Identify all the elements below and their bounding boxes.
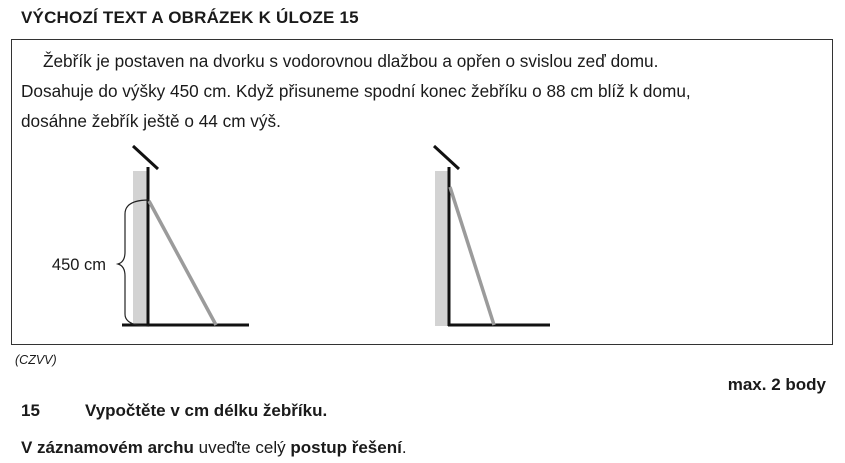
ladder xyxy=(450,187,494,325)
ladder-diagram-before xyxy=(52,146,249,326)
ladder-figure xyxy=(12,40,832,344)
intro-line-3: dosáhne žebřík ještě o 44 cm výš. xyxy=(21,111,281,131)
instruction-part-1: V záznamovém archu xyxy=(21,438,194,457)
max-points: max. 2 body xyxy=(727,375,826,394)
wall-shading xyxy=(133,171,147,326)
instruction-part-3: postup řešení xyxy=(290,438,402,457)
ladder-diagram-after xyxy=(434,146,550,326)
task-text: Vypočtěte v cm délku žebříku. xyxy=(85,401,328,420)
height-label: 450 cm xyxy=(51,256,106,274)
section-heading: VÝCHOZÍ TEXT A OBRÁZEK K ÚLOZE 15 xyxy=(21,8,359,27)
instruction xyxy=(21,438,407,458)
roof-line xyxy=(133,146,158,169)
intro-box xyxy=(11,39,833,345)
wall-shading xyxy=(435,171,449,326)
source-note: (CZVV) xyxy=(15,353,57,367)
instruction-part-2: uveďte celý xyxy=(193,438,291,457)
ladder xyxy=(149,201,216,325)
intro-line-1: Žebřík je postaven na dvorku s vodorovnou dlažbou a opřen o svislou zeď domu. xyxy=(43,51,659,71)
intro-line-2: Dosahuje do výšky 450 cm. Když přisuneme spodní konec žebříku o 88 cm blíž k domu, xyxy=(21,81,691,101)
task-number: 15 xyxy=(21,401,40,420)
instruction-part-4: . xyxy=(401,438,407,457)
task-row xyxy=(21,401,327,421)
roof-line xyxy=(434,146,459,169)
